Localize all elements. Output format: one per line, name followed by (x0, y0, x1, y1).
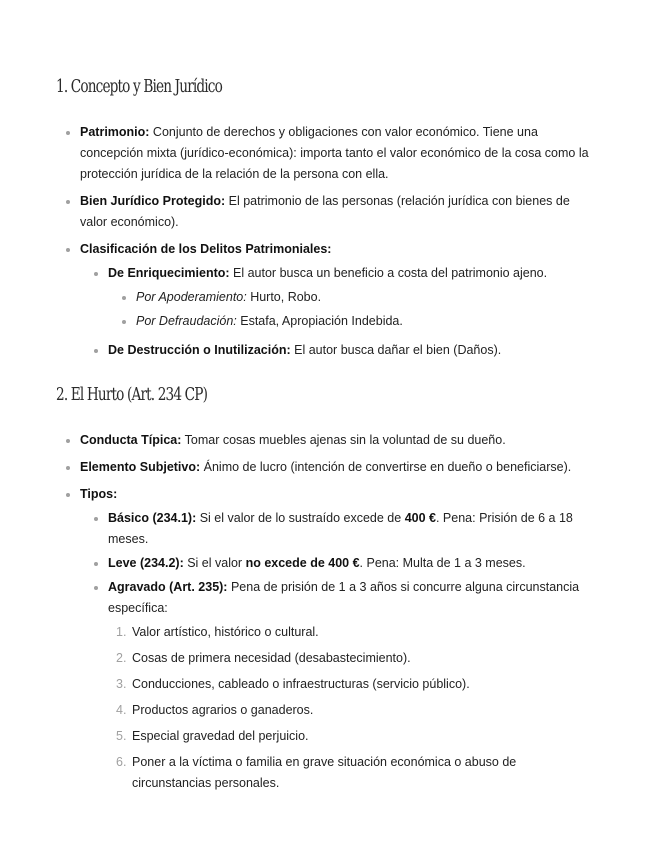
list-item-leve (108, 553, 598, 574)
circunstancias-list (108, 622, 598, 794)
item-number: 5. (116, 729, 127, 743)
term: Elemento Subjetivo: (80, 460, 201, 474)
item-text: Especial gravedad del perjuicio. (132, 729, 309, 743)
item-number: 2. (116, 651, 127, 665)
clasificacion-sublist (80, 263, 595, 361)
term: Conducta Típica: (80, 433, 182, 447)
definition-pre: Si el valor (183, 556, 246, 570)
definition-pre: Si el valor de lo sustraído excede de (196, 511, 405, 525)
list-item-patrimonio (80, 122, 595, 185)
definition: Ánimo de lucro (intención de convertirse en dueño o beneficiarse). (200, 460, 572, 474)
item-text: Valor artístico, histórico o cultural. (132, 625, 319, 639)
definition: El patrimonio de las personas (relación jurídica con bienes de valor económico). (80, 194, 570, 229)
term: Por Defraudación: (136, 314, 237, 328)
section-heading-hurto: 2. El Hurto (Art. 234 CP) (56, 385, 208, 405)
tipos-sublist (80, 508, 595, 794)
list-item-destruccion (108, 340, 598, 361)
definition: Pena de prisión de 1 a 3 años si concurre alguna circunstancia específica: (108, 580, 580, 615)
list-item-tipos (80, 484, 595, 794)
enriquecimiento-sublist (108, 287, 598, 332)
definition: El autor busca un beneficio a costa del patrimonio ajeno. (229, 266, 548, 280)
definition-post: . Pena: Multa de 1 a 3 meses. (359, 556, 526, 570)
item-number: 4. (116, 703, 127, 717)
item-text: Poner a la víctima o familia en grave situación económica o abuso de circunstancias personales. (132, 755, 517, 790)
threshold: 400 € (404, 511, 436, 525)
term: Clasificación de los Delitos Patrimoniales: (80, 242, 332, 256)
definition: El autor busca dañar el bien (Daños). (290, 343, 502, 357)
definition-post: . Pena: Prisión de 6 a 18 meses. (108, 511, 573, 546)
list-item-defraudacion (136, 311, 598, 332)
item-number: 6. (116, 755, 127, 769)
list-item-agravado (108, 577, 598, 794)
threshold: no excede de 400 € (245, 556, 360, 570)
section-heading-concepto: 1. Concepto y Bien Jurídico (56, 77, 222, 97)
list-item-conducta (80, 430, 595, 451)
numbered-item (116, 752, 592, 794)
numbered-item (116, 700, 592, 721)
numbered-item (116, 622, 592, 643)
term: De Destrucción o Inutilización: (108, 343, 291, 357)
list-item-apoderamiento (136, 287, 598, 308)
term: Patrimonio: (80, 125, 150, 139)
definition: Estafa, Apropiación Indebida. (236, 314, 403, 328)
numbered-item (116, 648, 592, 669)
definition: Conjunto de derechos y obligaciones con valor económico. Tiene una concepción mixta (jurídico-económica): importa tanto el valor económico de la cosa como la protección jurídica de la relación de la persona con ella. (80, 125, 589, 181)
definition: Tomar cosas muebles ajenas sin la voluntad de su dueño. (181, 433, 506, 447)
list-item-basico (108, 508, 598, 550)
term: Tipos: (80, 487, 118, 501)
item-text: Productos agrarios o ganaderos. (132, 703, 314, 717)
term: Bien Jurídico Protegido: (80, 194, 226, 208)
term: Agravado (Art. 235): (108, 580, 228, 594)
term: De Enriquecimiento: (108, 266, 230, 280)
term: Por Apoderamiento: (136, 290, 247, 304)
item-text: Cosas de primera necesidad (desabastecimiento). (132, 651, 411, 665)
item-number: 1. (116, 625, 127, 639)
item-text: Conducciones, cableado o infraestructuras (servicio público). (132, 677, 470, 691)
list-item-enriquecimiento (108, 263, 598, 332)
term: Leve (234.2): (108, 556, 184, 570)
item-number: 3. (116, 677, 127, 691)
section2-list (0, 430, 655, 799)
numbered-item (116, 674, 592, 695)
list-item-bien-juridico (80, 191, 595, 233)
numbered-item (116, 726, 592, 747)
definition: Hurto, Robo. (246, 290, 322, 304)
list-item-clasificacion (80, 239, 595, 361)
section1-list (0, 122, 655, 364)
list-item-elemento-subjetivo (80, 457, 595, 478)
term: Básico (234.1): (108, 511, 197, 525)
